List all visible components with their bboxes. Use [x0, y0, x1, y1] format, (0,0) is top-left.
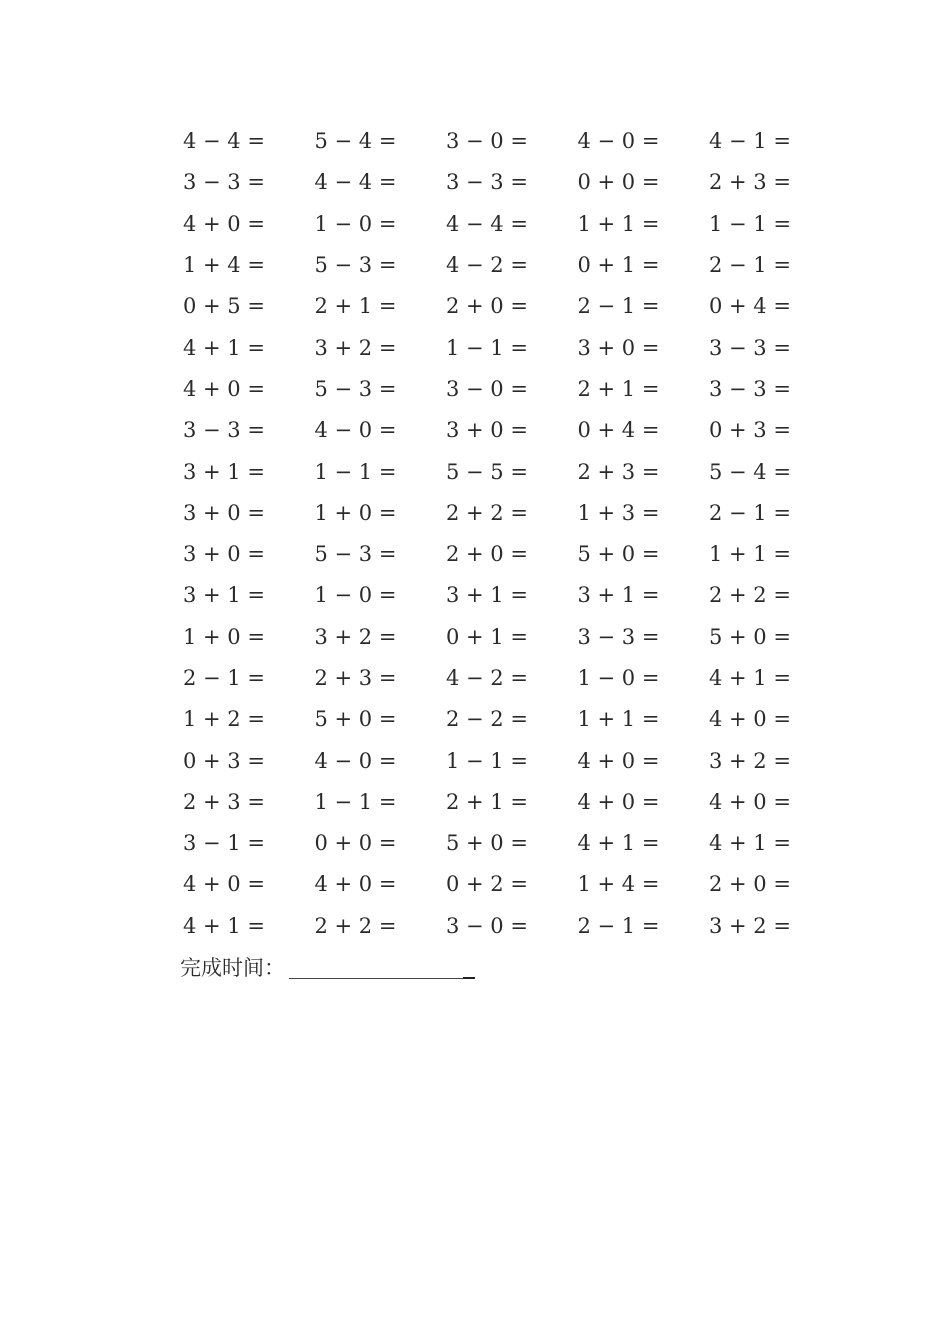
arithmetic-problem: 2 + 3 =	[183, 789, 265, 814]
arithmetic-problem: 5 − 4 =	[314, 129, 397, 154]
completion-time-footer	[180, 954, 475, 979]
arithmetic-problem: 4 + 0 =	[183, 376, 265, 401]
arithmetic-problem: 3 + 2 =	[709, 748, 791, 773]
arithmetic-problem: 3 + 0 =	[183, 542, 265, 567]
arithmetic-problem: 3 − 0 =	[446, 376, 528, 401]
arithmetic-problem: 5 + 0 =	[709, 624, 791, 649]
arithmetic-problem: 1 + 0 =	[314, 500, 397, 525]
arithmetic-problem: 3 + 2 =	[314, 335, 397, 360]
arithmetic-problem: 2 − 1 =	[709, 253, 791, 278]
arithmetic-problem: 1 − 1 =	[709, 211, 791, 236]
arithmetic-problem: 0 + 1 =	[446, 624, 528, 649]
problem-row	[183, 493, 803, 534]
arithmetic-problem: 4 + 1 =	[709, 666, 791, 690]
arithmetic-problem: 1 − 0 =	[314, 583, 397, 608]
arithmetic-problem: 0 + 4 =	[709, 294, 791, 319]
problem-grid	[183, 121, 803, 947]
arithmetic-problem: 2 − 2 =	[446, 707, 528, 732]
arithmetic-problem: 3 − 3 =	[183, 170, 265, 195]
arithmetic-problem: 1 + 2 =	[183, 707, 265, 732]
arithmetic-problem: 4 − 4 =	[183, 129, 265, 154]
arithmetic-problem: 0 + 4 =	[577, 418, 660, 443]
problem-row	[183, 410, 803, 451]
arithmetic-problem: 2 + 0 =	[446, 542, 528, 567]
problem-row	[183, 121, 803, 162]
arithmetic-problem: 5 + 0 =	[577, 542, 660, 567]
arithmetic-problem: 5 + 0 =	[446, 831, 528, 856]
arithmetic-problem: 2 + 1 =	[446, 789, 528, 814]
problem-row	[183, 286, 803, 327]
arithmetic-problem: 0 + 0 =	[577, 170, 660, 195]
arithmetic-problem: 5 − 3 =	[314, 253, 397, 278]
arithmetic-problem: 4 − 1 =	[709, 129, 791, 154]
problem-row	[183, 906, 803, 947]
arithmetic-problem: 3 + 0 =	[577, 335, 660, 360]
problem-row	[183, 204, 803, 245]
arithmetic-problem: 4 + 1 =	[577, 831, 660, 856]
arithmetic-problem: 3 + 1 =	[577, 583, 660, 608]
problem-row	[183, 575, 803, 616]
arithmetic-problem: 2 + 3 =	[577, 459, 660, 484]
arithmetic-problem: 2 + 1 =	[577, 376, 660, 401]
arithmetic-problem: 3 + 1 =	[446, 583, 528, 608]
problem-row	[183, 162, 803, 203]
arithmetic-problem: 3 − 0 =	[446, 913, 528, 938]
arithmetic-problem: 3 + 2 =	[314, 624, 397, 649]
arithmetic-problem: 5 − 4 =	[709, 459, 791, 484]
arithmetic-problem: 5 + 0 =	[314, 707, 397, 732]
arithmetic-problem: 3 + 0 =	[446, 418, 528, 443]
arithmetic-problem: 3 − 0 =	[446, 129, 528, 154]
problem-row	[183, 740, 803, 781]
arithmetic-problem: 4 + 0 =	[183, 872, 265, 897]
arithmetic-problem: 4 − 2 =	[446, 253, 528, 278]
arithmetic-problem: 2 + 3 =	[709, 170, 791, 195]
problem-row	[183, 369, 803, 410]
problem-row	[183, 534, 803, 575]
arithmetic-problem: 1 + 3 =	[577, 500, 660, 525]
arithmetic-problem: 1 − 0 =	[314, 211, 397, 236]
arithmetic-problem: 4 + 0 =	[577, 789, 660, 814]
arithmetic-problem: 3 − 1 =	[183, 831, 265, 856]
arithmetic-problem: 3 + 2 =	[709, 913, 791, 938]
problem-row	[183, 782, 803, 823]
arithmetic-problem: 5 − 5 =	[446, 459, 528, 484]
arithmetic-problem: 4 − 4 =	[446, 211, 528, 236]
arithmetic-problem: 4 + 1 =	[183, 913, 265, 938]
arithmetic-problem: 2 − 1 =	[183, 666, 265, 690]
arithmetic-problem: 4 + 1 =	[183, 335, 265, 360]
arithmetic-problem: 1 − 1 =	[446, 748, 528, 773]
arithmetic-problem: 2 − 1 =	[709, 500, 791, 525]
problem-row	[183, 245, 803, 286]
problem-row	[183, 699, 803, 740]
arithmetic-problem: 2 + 0 =	[446, 294, 528, 319]
arithmetic-problem: 1 + 1 =	[709, 542, 791, 567]
arithmetic-problem: 1 + 4 =	[577, 872, 660, 897]
arithmetic-problem: 3 − 3 =	[709, 335, 791, 360]
arithmetic-problem: 2 + 0 =	[709, 872, 791, 897]
arithmetic-problem: 4 − 0 =	[314, 748, 397, 773]
arithmetic-problem: 0 + 3 =	[183, 748, 265, 773]
arithmetic-problem: 0 + 0 =	[314, 831, 397, 856]
arithmetic-problem: 3 − 3 =	[183, 418, 265, 443]
arithmetic-problem: 1 − 1 =	[314, 789, 397, 814]
problem-row	[183, 864, 803, 905]
arithmetic-problem: 3 + 1 =	[183, 583, 265, 608]
arithmetic-problem: 3 + 1 =	[183, 459, 265, 484]
arithmetic-problem: 4 + 0 =	[709, 707, 791, 732]
arithmetic-problem: 4 + 0 =	[709, 789, 791, 814]
arithmetic-problem: 3 − 3 =	[577, 624, 660, 649]
arithmetic-problem: 1 + 4 =	[183, 253, 265, 278]
arithmetic-problem: 4 − 2 =	[446, 666, 528, 690]
arithmetic-problem: 3 − 3 =	[446, 170, 528, 195]
arithmetic-problem: 2 + 3 =	[314, 666, 397, 690]
arithmetic-problem: 0 + 5 =	[183, 294, 265, 319]
arithmetic-problem: 2 + 2 =	[446, 500, 528, 525]
arithmetic-problem: 2 + 2 =	[709, 583, 791, 608]
arithmetic-problem: 4 − 0 =	[314, 418, 397, 443]
problem-row	[183, 617, 803, 658]
arithmetic-problem: 1 + 1 =	[577, 707, 660, 732]
problem-row	[183, 451, 803, 492]
arithmetic-problem: 5 − 3 =	[314, 542, 397, 567]
arithmetic-problem: 1 − 0 =	[577, 666, 660, 690]
arithmetic-problem: 4 − 0 =	[577, 129, 660, 154]
arithmetic-problem: 0 + 2 =	[446, 872, 528, 897]
arithmetic-problem: 4 + 0 =	[577, 748, 660, 773]
arithmetic-problem: 4 + 0 =	[314, 872, 397, 897]
arithmetic-problem: 1 − 1 =	[314, 459, 397, 484]
completion-time-blank[interactable]	[289, 954, 475, 979]
arithmetic-problem: 1 + 0 =	[183, 624, 265, 649]
arithmetic-problem: 0 + 1 =	[577, 253, 660, 278]
problem-row	[183, 658, 803, 699]
arithmetic-problem: 3 − 3 =	[709, 376, 791, 401]
completion-time-label: 完成时间：	[180, 956, 285, 980]
arithmetic-problem: 2 + 1 =	[314, 294, 397, 319]
problem-row	[183, 327, 803, 368]
arithmetic-problem: 1 + 1 =	[577, 211, 660, 236]
arithmetic-problem: 3 + 0 =	[183, 500, 265, 525]
arithmetic-problem: 0 + 3 =	[709, 418, 791, 443]
arithmetic-problem: 4 − 4 =	[314, 170, 397, 195]
arithmetic-problem: 5 − 3 =	[314, 376, 397, 401]
arithmetic-problem: 4 + 1 =	[709, 831, 791, 856]
arithmetic-problem: 2 − 1 =	[577, 913, 660, 938]
problem-row	[183, 823, 803, 864]
arithmetic-problem: 1 − 1 =	[446, 335, 528, 360]
arithmetic-problem: 2 − 1 =	[577, 294, 660, 319]
arithmetic-problem: 2 + 2 =	[314, 913, 397, 938]
arithmetic-problem: 4 + 0 =	[183, 211, 265, 236]
